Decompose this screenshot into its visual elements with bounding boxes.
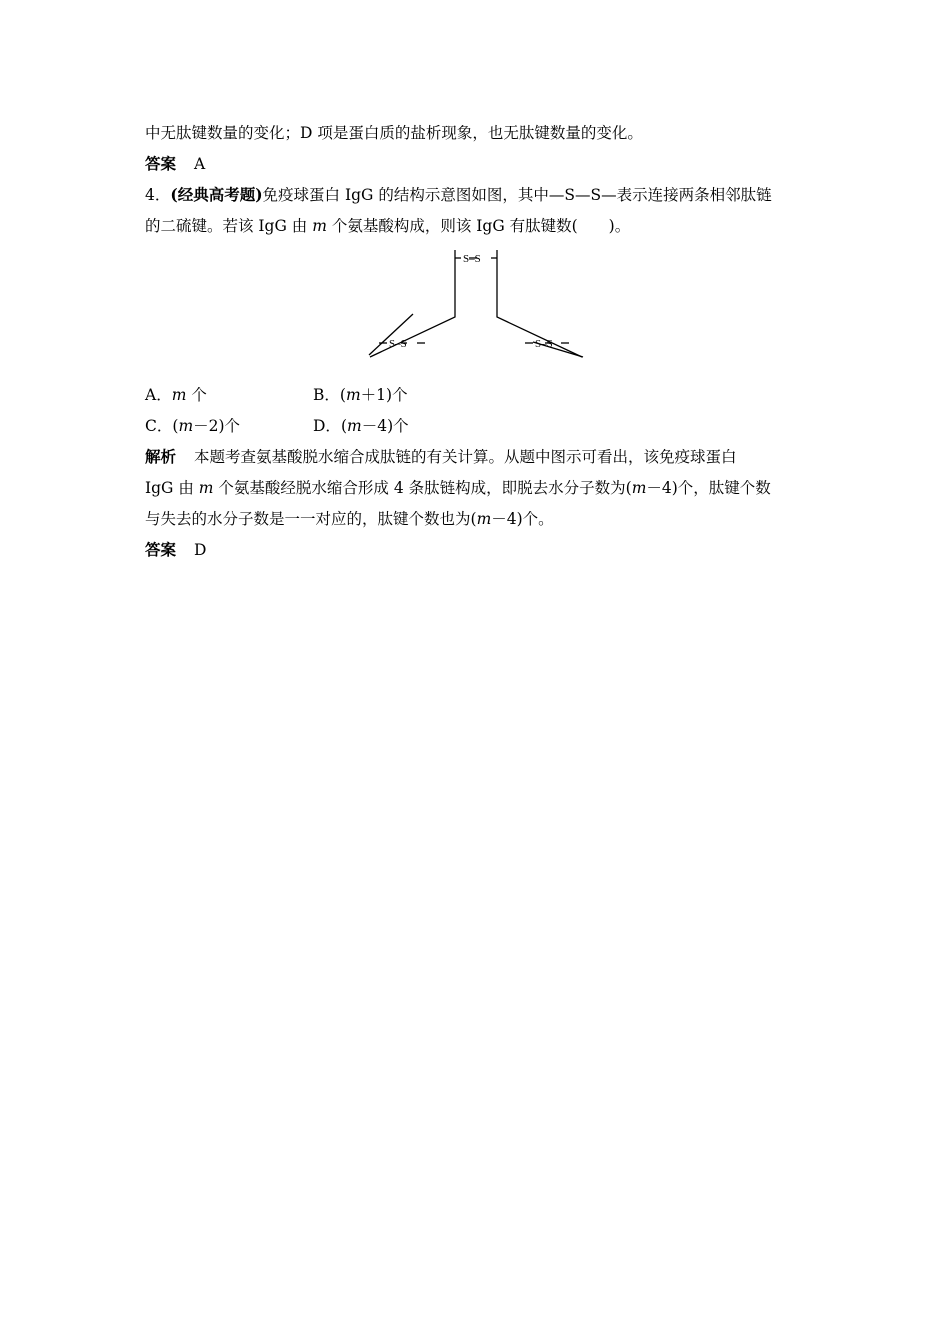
option-c [145,416,240,436]
question-stem-text-1: 免疫球蛋白 IgG 的结构示意图如图，其中—S—S—表示连接两条相邻肽链 [262,186,772,204]
prev-answer-line [145,154,205,174]
answer-label: 答案 [145,154,177,173]
paren: ( [339,386,346,404]
left-heavy-chain [370,250,455,357]
answer-value: D [194,541,207,559]
prev-explanation-line [145,123,643,143]
option-b-text: ＋1)个 [360,386,408,404]
variable-m: m [178,417,194,435]
option-a-text: 个 [186,386,207,404]
analysis-text-part: 与失去的水分子数是一一对应的，肽键个数也为( [145,510,477,528]
option-a-label: A． [145,386,172,404]
answer-value: A [194,155,206,173]
stem-text-part: 的二硫键。若该 IgG 由 [145,217,313,235]
right-disulfide-label: S–S [535,338,553,350]
left-disulfide-label: S–S [389,338,407,350]
question-source: (经典高考题) [170,185,263,204]
option-d-label: D． [313,417,341,435]
variable-m: m [631,479,647,497]
variable-m: m [476,510,492,528]
variable-m: m [347,417,362,435]
variable-m: m [345,386,361,404]
analysis-line-1 [145,447,737,467]
option-d-text: －4)个 [361,417,409,435]
analysis-text-part: －4)个，肽键个数 [646,479,771,497]
prev-explanation-text: 中无肽键数量的变化；D 项是蛋白质的盐析现象，也无肽键数量的变化。 [145,124,643,142]
analysis-text-part: 个氨基酸经脱水缩合形成 4 条肽链构成，即脱去水分子数为( [213,479,632,497]
option-b-label: B． [313,386,340,404]
analysis-line-2 [145,478,771,498]
option-b [313,385,408,405]
option-a [145,385,207,405]
option-c-label: C． [145,417,173,435]
analysis-text-1: 本题考查氨基酸脱水缩合成肽链的有关计算。从题中图示可看出，该免疫球蛋白 [194,448,737,466]
question-stem-line-1 [145,185,772,205]
analysis-text-part: －4)个。 [491,510,554,528]
variable-m: m [171,386,187,404]
question-number: 4． [145,186,171,204]
analysis-label: 解析 [145,447,177,466]
question-stem-line-2 [145,216,630,236]
igg-structure-diagram [365,245,590,375]
stem-text-part: 个氨基酸构成，则该 IgG 有肽键数( )。 [326,217,631,235]
variable-m: m [198,479,214,497]
paren: ( [340,417,347,435]
answer-label: 答案 [145,540,177,559]
option-d [313,416,409,436]
option-c-text: －2)个 [193,417,241,435]
paren: ( [172,417,179,435]
q4-answer-line [145,540,206,560]
analysis-text-part: IgG 由 [145,479,199,497]
analysis-line-3 [145,509,554,529]
variable-m: m [312,217,327,235]
top-disulfide-label: S–S [463,253,481,265]
